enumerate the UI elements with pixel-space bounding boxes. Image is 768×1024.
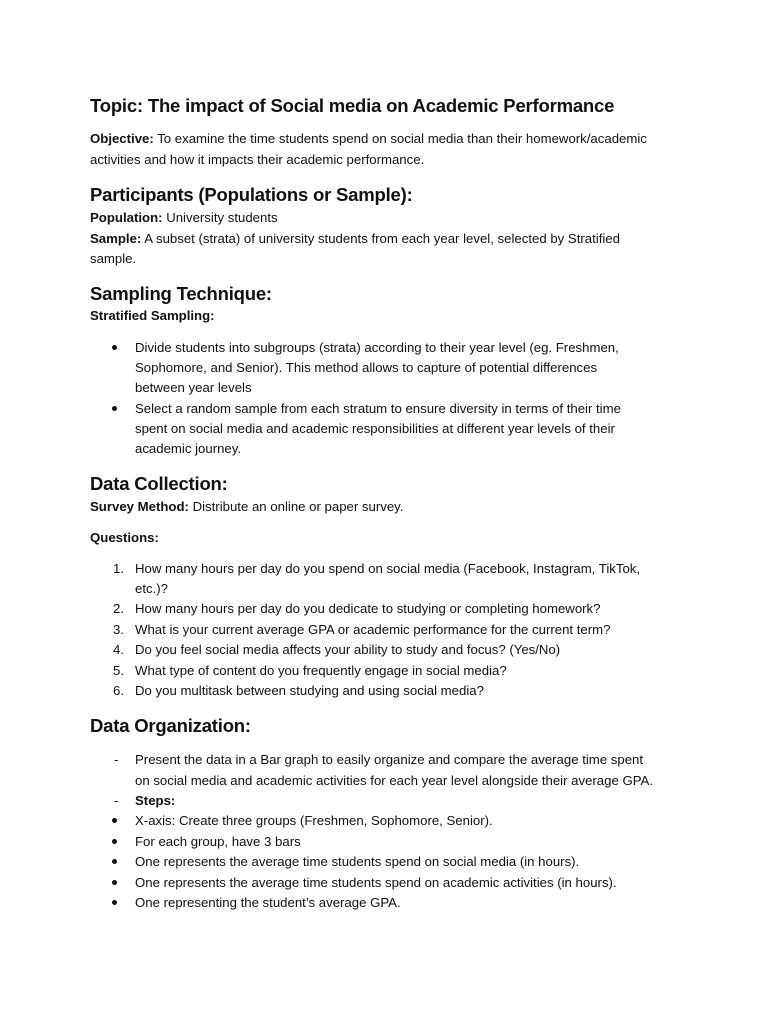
bullet-icon — [112, 818, 117, 823]
question-6: Do you multitask between studying and using social media? — [135, 683, 484, 698]
question-3: What is your current average GPA or academic performance for the current term? — [135, 622, 611, 637]
question-4: Do you feel social media affects your ability to study and focus? (Yes/No) — [135, 642, 561, 657]
step-3: One represents the average time students spend on social media (in hours). — [135, 854, 580, 869]
data-collection-heading: Data Collection: — [90, 473, 228, 494]
document-title: Topic: The impact of Social media on Academic Performance — [90, 95, 615, 116]
step-2: For each group, have 3 bars — [135, 834, 301, 849]
bullet-icon — [112, 345, 117, 350]
stratified-subheading: Stratified Sampling: — [90, 308, 215, 323]
sample-text-2: sample. — [90, 251, 137, 266]
dash-marker: - — [114, 752, 119, 767]
objective-text-2: activities and how it impacts their academic performance. — [90, 152, 425, 167]
sample-text-1: A subset (strata) of university students from each year level, selected by Stratified — [144, 231, 620, 246]
objective-text-1: To examine the time students spend on social media than their homework/academic — [157, 131, 647, 146]
survey-method-text: Distribute an online or paper survey. — [192, 499, 404, 514]
sample-line-1 — [90, 231, 620, 246]
question-2: How many hours per day do you dedicate to studying or completing homework? — [135, 601, 601, 616]
organization-item-1-line-1: Present the data in a Bar graph to easily organize and compare the average time spent — [135, 752, 644, 767]
question-5: What type of content do you frequently engage in social media? — [135, 663, 507, 678]
step-5: One representing the student’s average GPA. — [135, 895, 401, 910]
question-number: 4. — [113, 642, 124, 657]
bullet-icon — [112, 839, 117, 844]
question-1-line-1: How many hours per day do you spend on social media (Facebook, Instagram, TikTok, — [135, 561, 641, 576]
sampling-bullet-1-line-2: Sophomore, and Senior). This method allows to capture of potential differences — [135, 360, 598, 375]
question-number: 3. — [113, 622, 124, 637]
survey-method-label: Survey Method: — [90, 499, 189, 514]
question-number: 6. — [113, 683, 124, 698]
sampling-bullet-2-line-2: spent on social media and academic responsibilities at different year levels of their — [135, 421, 615, 436]
sample-label: Sample: — [90, 231, 142, 246]
objective-label: Objective: — [90, 131, 154, 146]
sampling-bullet-1-line-1: Divide students into subgroups (strata) according to their year level (eg. Freshmen, — [135, 340, 619, 355]
bullet-icon — [112, 859, 117, 864]
dash-marker: - — [114, 793, 119, 808]
data-organization-heading: Data Organization: — [90, 715, 251, 736]
question-number: 5. — [113, 663, 124, 678]
question-number: 2. — [113, 601, 124, 616]
question-number: 1. — [113, 561, 124, 576]
questions-label: Questions: — [90, 530, 159, 545]
participants-heading: Participants (Populations or Sample): — [90, 184, 413, 205]
bullet-icon — [112, 406, 117, 411]
sampling-bullet-2-line-1: Select a random sample from each stratum to ensure diversity in terms of their time — [135, 401, 621, 416]
step-4: One represents the average time students spend on academic activities (in hours). — [135, 875, 617, 890]
survey-method-line — [90, 499, 403, 514]
sampling-bullet-1-line-3: between year levels — [135, 380, 252, 395]
steps-label: Steps: — [135, 793, 176, 808]
sampling-bullet-2-line-3: academic journey. — [135, 441, 242, 456]
population-text: University students — [166, 210, 278, 225]
objective-line-1 — [90, 131, 647, 146]
bullet-icon — [112, 880, 117, 885]
sampling-heading: Sampling Technique: — [90, 283, 272, 304]
population-label: Population: — [90, 210, 163, 225]
population-line — [90, 210, 278, 225]
question-1-line-2: etc.)? — [135, 581, 168, 596]
organization-item-1-line-2: on social media and academic activities for each year level alongside their average GPA. — [135, 773, 654, 788]
step-1: X-axis: Create three groups (Freshmen, Sophomore, Senior). — [135, 813, 493, 828]
bullet-icon — [112, 900, 117, 905]
